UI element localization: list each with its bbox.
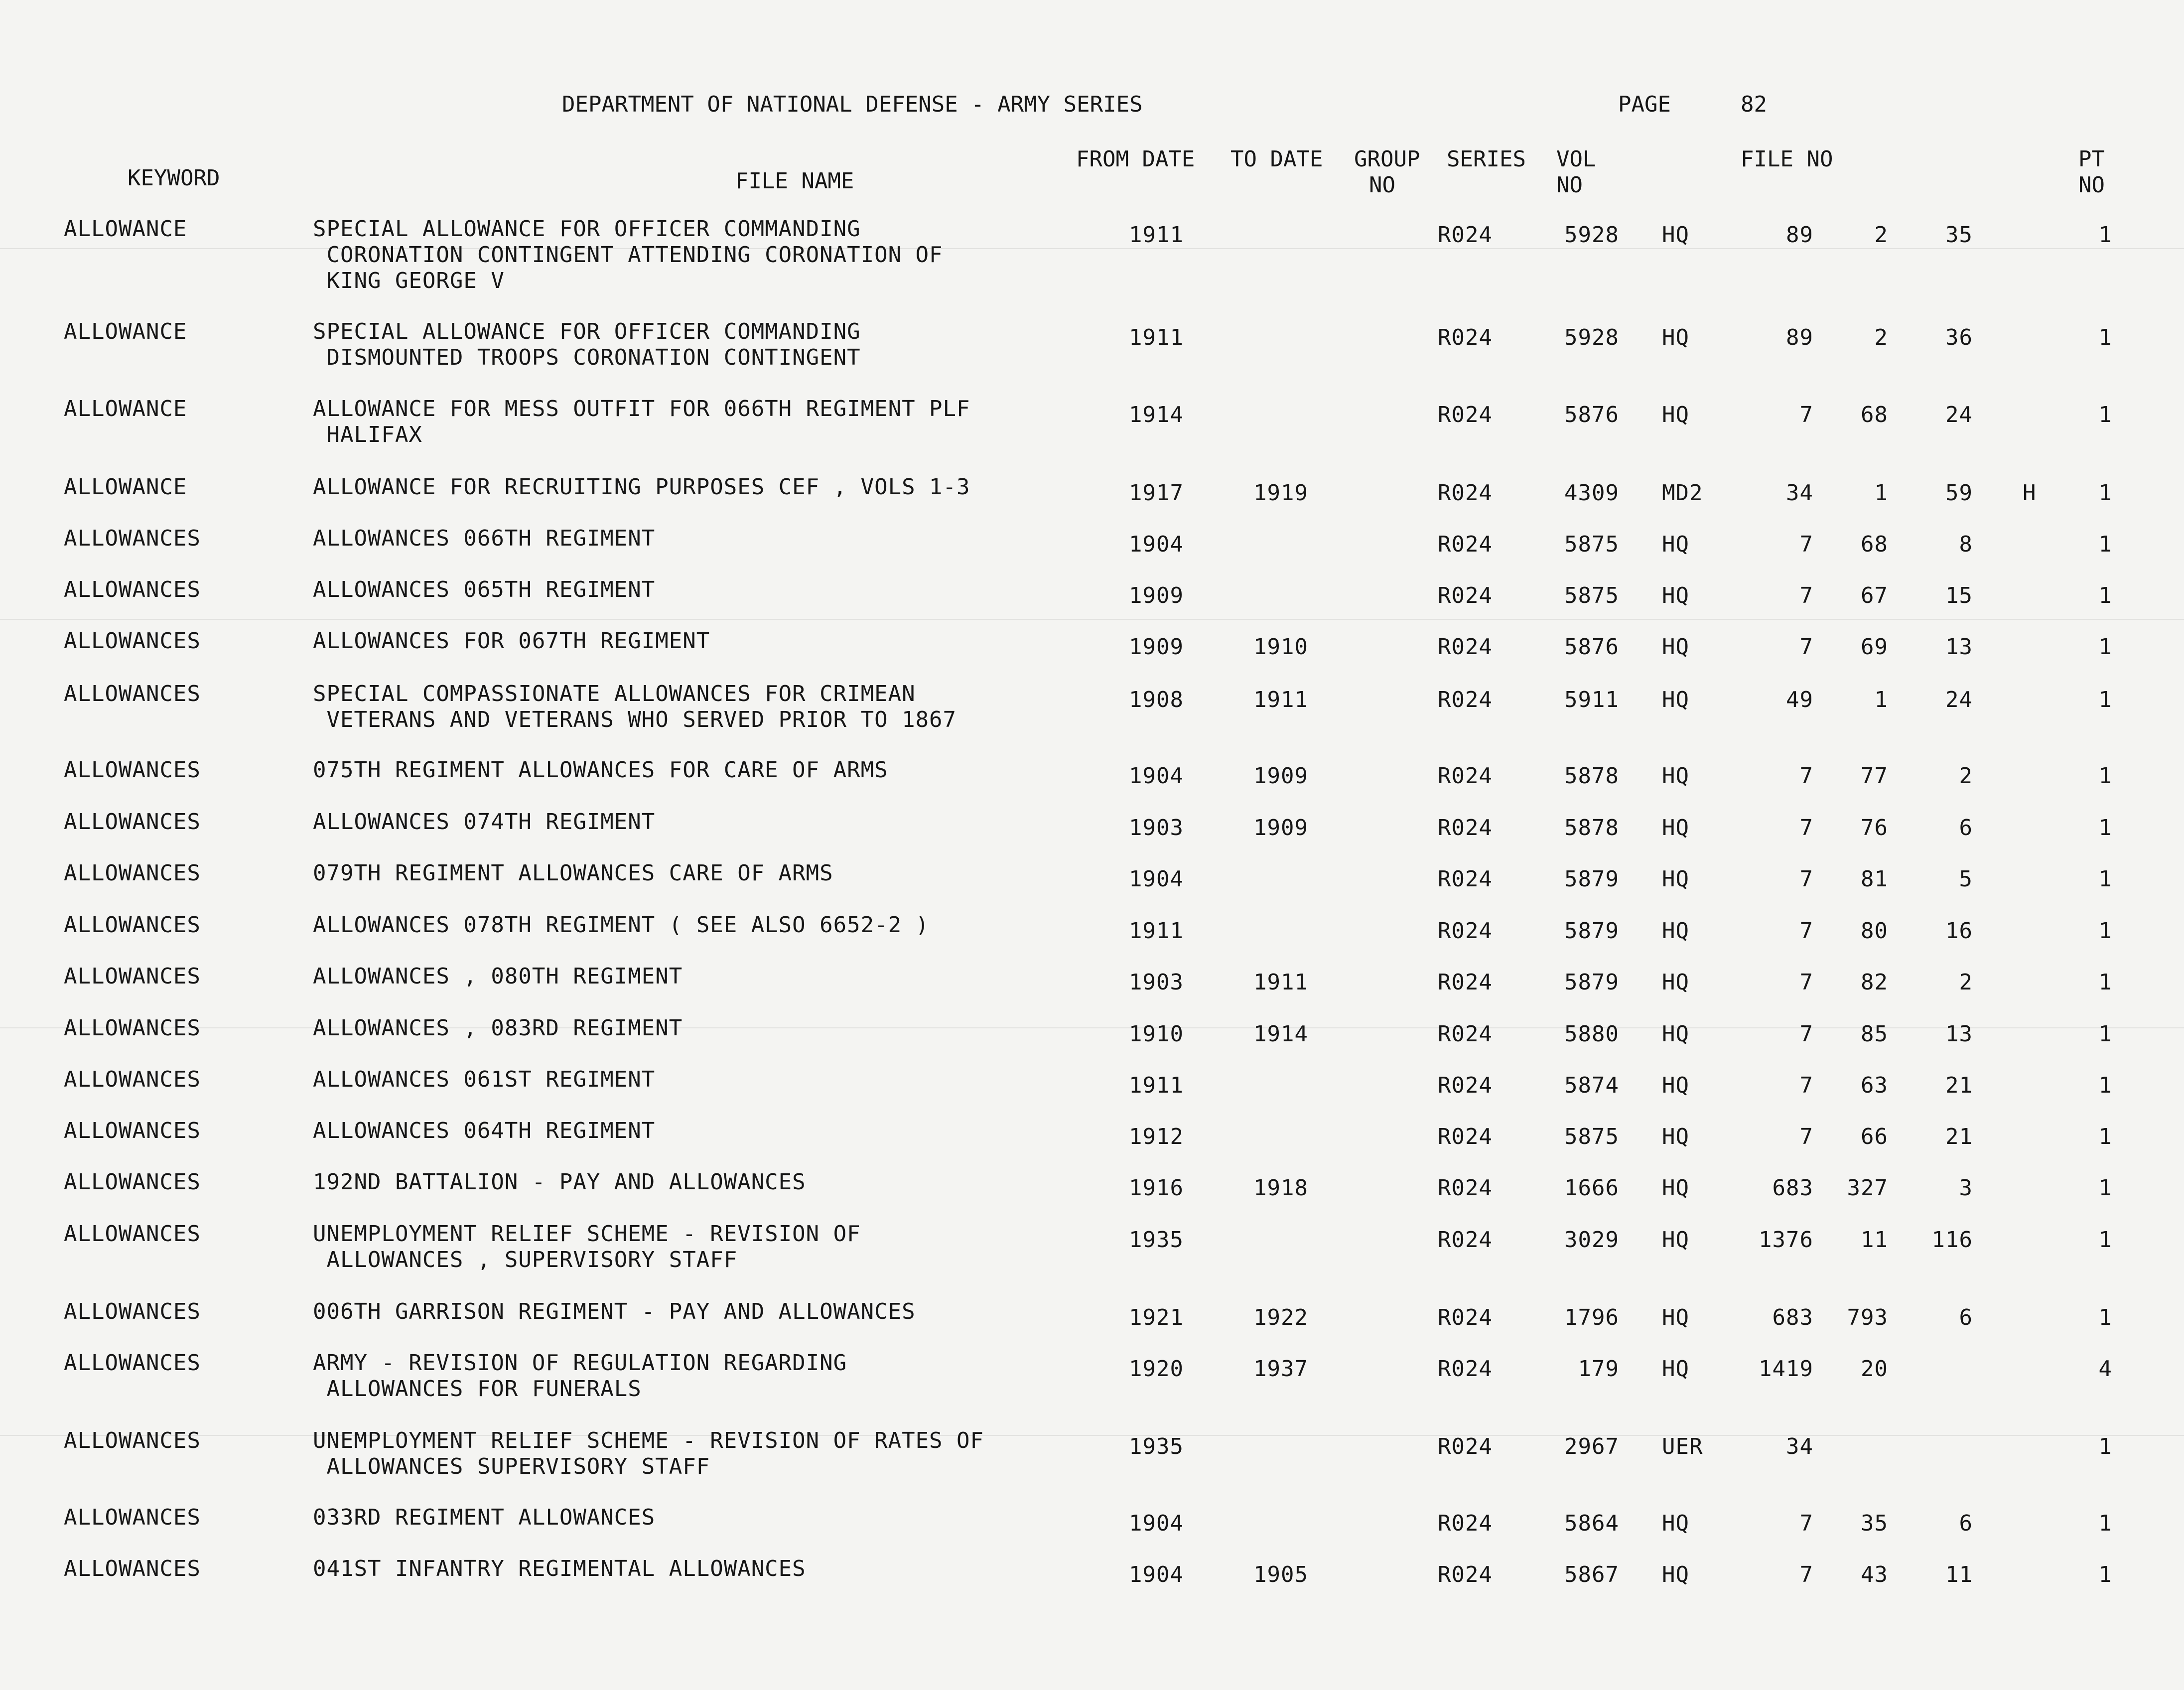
file-no-part-2-cell: 7 — [1799, 1124, 1813, 1149]
file-no-part-3-cell: 68 — [1861, 532, 1888, 557]
series-cell: R024 — [1438, 866, 1493, 892]
file-no-part-3-cell: 20 — [1861, 1356, 1888, 1382]
file-no-part-2-cell: 89 — [1786, 222, 1813, 248]
pt-no-cell: 1 — [2098, 1021, 2112, 1047]
file-no-part-2-cell: 7 — [1799, 1562, 1813, 1587]
file-no-part-4-cell: 21 — [1945, 1124, 1973, 1149]
file-name-line: ARMY - REVISION OF REGULATION REGARDING — [313, 1350, 847, 1376]
from-date-cell: 1911 — [1129, 918, 1184, 944]
from-date-cell: 1904 — [1129, 763, 1184, 789]
series-cell: R024 — [1438, 480, 1493, 506]
col-header-vol: VOL — [1556, 146, 1596, 172]
from-date-cell: 1935 — [1129, 1434, 1184, 1459]
file-no-part-4-cell: 3 — [1959, 1175, 1973, 1201]
file-no-prefix-cell: HQ — [1662, 1562, 1689, 1587]
keyword-cell: ALLOWANCES — [64, 1067, 201, 1092]
file-name-line: 006TH GARRISON REGIMENT - PAY AND ALLOWANCES — [313, 1299, 916, 1324]
file-no-part-2-cell: 7 — [1799, 634, 1813, 660]
file-no-prefix-cell: HQ — [1662, 1305, 1689, 1330]
file-no-prefix-cell: HQ — [1662, 1356, 1689, 1382]
file-no-part-2-cell: 7 — [1799, 815, 1813, 841]
to-date-cell: 1910 — [1253, 634, 1308, 660]
series-cell: R024 — [1438, 1356, 1493, 1382]
col-header-group-no: NO — [1369, 172, 1395, 198]
vol-no-cell: 5879 — [1564, 918, 1619, 944]
file-no-prefix-cell: HQ — [1662, 1021, 1689, 1047]
series-cell: R024 — [1438, 325, 1493, 350]
document-title: DEPARTMENT OF NATIONAL DEFENSE - ARMY SERIES — [562, 92, 1143, 117]
file-name-line: ALLOWANCES 074TH REGIMENT — [313, 809, 656, 835]
file-name-line: 075TH REGIMENT ALLOWANCES FOR CARE OF ARMS — [313, 757, 888, 783]
vol-no-cell: 3029 — [1564, 1227, 1619, 1253]
file-name-line: 033RD REGIMENT ALLOWANCES — [313, 1505, 656, 1530]
pt-no-cell: 1 — [2098, 480, 2112, 506]
file-no-part-3-cell: 11 — [1861, 1227, 1888, 1253]
file-no-part-3-cell: 82 — [1861, 970, 1888, 995]
col-header-from-date: FROM DATE — [1076, 146, 1195, 172]
file-no-part-4-cell: 13 — [1945, 634, 1973, 660]
vol-no-cell: 179 — [1578, 1356, 1619, 1382]
to-date-cell: 1919 — [1253, 480, 1308, 506]
vol-no-cell: 2967 — [1564, 1434, 1619, 1459]
pt-no-cell: 1 — [2098, 687, 2112, 712]
file-name-line: ALLOWANCES , 080TH REGIMENT — [313, 964, 683, 989]
pt-no-cell: 1 — [2098, 634, 2112, 660]
series-cell: R024 — [1438, 1021, 1493, 1047]
file-no-part-3-cell: 1 — [1874, 687, 1888, 712]
file-no-part-2-cell: 683 — [1772, 1175, 1813, 1201]
to-date-cell: 1937 — [1253, 1356, 1308, 1382]
to-date-cell: 1914 — [1253, 1021, 1308, 1047]
file-no-part-3-cell: 67 — [1861, 583, 1888, 608]
keyword-cell: ALLOWANCES — [64, 577, 201, 602]
file-no-part-4-cell: 21 — [1945, 1073, 1973, 1098]
series-cell: R024 — [1438, 970, 1493, 995]
vol-no-cell: 5880 — [1564, 1021, 1619, 1047]
file-name-line: ALLOWANCES FOR 067TH REGIMENT — [313, 628, 710, 654]
keyword-cell: ALLOWANCES — [64, 809, 201, 835]
col-header-file-name: FILE NAME — [735, 168, 854, 194]
series-cell: R024 — [1438, 1227, 1493, 1253]
file-no-part-4-cell: 116 — [1931, 1227, 1973, 1253]
file-name-line: ALLOWANCES 078TH REGIMENT ( SEE ALSO 6652-2 ) — [313, 912, 930, 938]
file-no-part-4-cell: 8 — [1959, 532, 1973, 557]
series-cell: R024 — [1438, 532, 1493, 557]
col-header-keyword: KEYWORD — [128, 165, 220, 191]
col-header-group: GROUP — [1354, 146, 1420, 172]
file-no-part-2-cell: 7 — [1799, 1073, 1813, 1098]
keyword-cell: ALLOWANCES — [64, 912, 201, 938]
series-cell: R024 — [1438, 815, 1493, 841]
file-no-part-2-cell: 7 — [1799, 1021, 1813, 1047]
file-no-part-2-cell: 7 — [1799, 583, 1813, 608]
from-date-cell: 1904 — [1129, 532, 1184, 557]
file-name-line: 041ST INFANTRY REGIMENTAL ALLOWANCES — [313, 1556, 806, 1581]
file-no-part-4-cell: 15 — [1945, 583, 1973, 608]
from-date-cell: 1904 — [1129, 866, 1184, 892]
to-date-cell: 1909 — [1253, 815, 1308, 841]
file-no-part-4-cell: 6 — [1959, 815, 1973, 841]
file-no-part-4-cell: 35 — [1945, 222, 1973, 248]
file-no-part-3-cell: 85 — [1861, 1021, 1888, 1047]
file-no-prefix-cell: HQ — [1662, 1073, 1689, 1098]
to-date-cell: 1922 — [1253, 1305, 1308, 1330]
pt-no-cell: 1 — [2098, 1175, 2112, 1201]
series-cell: R024 — [1438, 1305, 1493, 1330]
vol-no-cell: 5928 — [1564, 325, 1619, 350]
keyword-cell: ALLOWANCES — [64, 1118, 201, 1143]
file-name-line: SPECIAL ALLOWANCE FOR OFFICER COMMANDING — [313, 216, 861, 242]
file-no-prefix-cell: HQ — [1662, 1124, 1689, 1149]
vol-no-cell: 5875 — [1564, 583, 1619, 608]
pt-no-cell: 1 — [2098, 583, 2112, 608]
col-header-vol-no: NO — [1556, 172, 1583, 198]
file-no-prefix-cell: UER — [1662, 1434, 1703, 1459]
file-no-part-2-cell: 7 — [1799, 970, 1813, 995]
file-no-part-4-cell: 59 — [1945, 480, 1973, 506]
col-header-pt-no: NO — [2078, 172, 2105, 198]
keyword-cell: ALLOWANCES — [64, 1556, 201, 1581]
page-label: PAGE — [1618, 92, 1671, 117]
file-name-line: SPECIAL ALLOWANCE FOR OFFICER COMMANDING — [313, 319, 861, 344]
file-no-part-4-cell: 24 — [1945, 402, 1973, 427]
col-header-pt: PT — [2078, 146, 2105, 172]
pt-no-cell: 1 — [2098, 402, 2112, 427]
file-no-part-2-cell: 7 — [1799, 532, 1813, 557]
file-name-line: ALLOWANCES SUPERVISORY STAFF — [313, 1454, 710, 1479]
file-name-line: DISMOUNTED TROOPS CORONATION CONTINGENT — [313, 345, 861, 370]
from-date-cell: 1912 — [1129, 1124, 1184, 1149]
series-cell: R024 — [1438, 222, 1493, 248]
file-no-part-2-cell: 1376 — [1759, 1227, 1813, 1253]
col-header-to-date: TO DATE — [1230, 146, 1323, 172]
file-no-part-2-cell: 7 — [1799, 1511, 1813, 1536]
col-header-file-no: FILE NO — [1741, 146, 1833, 172]
file-no-part-3-cell: 80 — [1861, 918, 1888, 944]
file-no-prefix-cell: HQ — [1662, 634, 1689, 660]
file-name-line: ALLOWANCES , 083RD REGIMENT — [313, 1015, 683, 1041]
from-date-cell: 1909 — [1129, 583, 1184, 608]
file-no-prefix-cell: HQ — [1662, 763, 1689, 789]
page-number: 82 — [1741, 92, 1767, 117]
file-no-prefix-cell: HQ — [1662, 1227, 1689, 1253]
vol-no-cell: 5876 — [1564, 634, 1619, 660]
keyword-cell: ALLOWANCE — [64, 216, 187, 242]
pt-no-cell: 1 — [2098, 815, 2112, 841]
file-no-part-3-cell: 793 — [1847, 1305, 1888, 1330]
from-date-cell: 1921 — [1129, 1305, 1184, 1330]
file-name-line: ALLOWANCE FOR MESS OUTFIT FOR 066TH REGIMENT PLF — [313, 396, 970, 422]
file-no-prefix-cell: HQ — [1662, 583, 1689, 608]
file-no-part-3-cell: 2 — [1874, 325, 1888, 350]
file-no-part-2-cell: 49 — [1786, 687, 1813, 712]
from-date-cell: 1908 — [1129, 687, 1184, 712]
pt-no-cell: 1 — [2098, 532, 2112, 557]
from-date-cell: 1903 — [1129, 815, 1184, 841]
file-no-prefix-cell: HQ — [1662, 918, 1689, 944]
file-name-line: CORONATION CONTINGENT ATTENDING CORONATION OF — [313, 242, 943, 268]
keyword-cell: ALLOWANCE — [64, 396, 187, 422]
pt-no-cell: 4 — [2098, 1356, 2112, 1382]
file-no-prefix-cell: MD2 — [1662, 480, 1703, 506]
series-cell: R024 — [1438, 1511, 1493, 1536]
from-date-cell: 1904 — [1129, 1562, 1184, 1587]
file-no-part-3-cell: 63 — [1861, 1073, 1888, 1098]
file-no-suffix-cell: H — [2023, 480, 2037, 506]
file-no-part-4-cell: 6 — [1959, 1305, 1973, 1330]
series-cell: R024 — [1438, 1073, 1493, 1098]
file-name-line: ALLOWANCES 064TH REGIMENT — [313, 1118, 656, 1143]
series-cell: R024 — [1438, 634, 1493, 660]
file-no-prefix-cell: HQ — [1662, 687, 1689, 712]
scan-line — [0, 619, 2184, 620]
file-no-part-2-cell: 1419 — [1759, 1356, 1813, 1382]
file-no-prefix-cell: HQ — [1662, 325, 1689, 350]
file-name-line: UNEMPLOYMENT RELIEF SCHEME - REVISION OF RATES OF — [313, 1428, 984, 1453]
series-cell: R024 — [1438, 1175, 1493, 1201]
vol-no-cell: 5878 — [1564, 763, 1619, 789]
vol-no-cell: 5874 — [1564, 1073, 1619, 1098]
keyword-cell: ALLOWANCES — [64, 526, 201, 551]
to-date-cell: 1911 — [1253, 687, 1308, 712]
file-no-part-4-cell: 5 — [1959, 866, 1973, 892]
keyword-cell: ALLOWANCES — [64, 1505, 201, 1530]
pt-no-cell: 1 — [2098, 1124, 2112, 1149]
pt-no-cell: 1 — [2098, 325, 2112, 350]
keyword-cell: ALLOWANCES — [64, 1299, 201, 1324]
vol-no-cell: 5876 — [1564, 402, 1619, 427]
from-date-cell: 1910 — [1129, 1021, 1184, 1047]
keyword-cell: ALLOWANCES — [64, 1221, 201, 1247]
keyword-cell: ALLOWANCES — [64, 1428, 201, 1453]
series-cell: R024 — [1438, 918, 1493, 944]
file-no-part-3-cell: 69 — [1861, 634, 1888, 660]
pt-no-cell: 1 — [2098, 1305, 2112, 1330]
file-no-part-3-cell: 77 — [1861, 763, 1888, 789]
series-cell: R024 — [1438, 763, 1493, 789]
from-date-cell: 1916 — [1129, 1175, 1184, 1201]
to-date-cell: 1918 — [1253, 1175, 1308, 1201]
from-date-cell: 1903 — [1129, 970, 1184, 995]
file-no-part-4-cell: 2 — [1959, 970, 1973, 995]
file-no-part-3-cell: 35 — [1861, 1511, 1888, 1536]
vol-no-cell: 5867 — [1564, 1562, 1619, 1587]
to-date-cell: 1909 — [1253, 763, 1308, 789]
from-date-cell: 1909 — [1129, 634, 1184, 660]
from-date-cell: 1917 — [1129, 480, 1184, 506]
file-no-prefix-cell: HQ — [1662, 1175, 1689, 1201]
from-date-cell: 1904 — [1129, 1511, 1184, 1536]
keyword-cell: ALLOWANCES — [64, 757, 201, 783]
file-no-part-2-cell: 683 — [1772, 1305, 1813, 1330]
file-name-line: ALLOWANCE FOR RECRUITING PURPOSES CEF , VOLS 1-3 — [313, 474, 970, 500]
file-no-part-4-cell: 2 — [1959, 763, 1973, 789]
pt-no-cell: 1 — [2098, 1434, 2112, 1459]
series-cell: R024 — [1438, 1562, 1493, 1587]
file-no-part-4-cell: 11 — [1945, 1562, 1973, 1587]
file-no-part-4-cell: 36 — [1945, 325, 1973, 350]
file-name-line: 079TH REGIMENT ALLOWANCES CARE OF ARMS — [313, 860, 833, 886]
file-name-line: ALLOWANCES 065TH REGIMENT — [313, 577, 656, 602]
vol-no-cell: 5864 — [1564, 1511, 1619, 1536]
file-name-line: KING GEORGE V — [313, 268, 505, 293]
file-no-part-3-cell: 327 — [1847, 1175, 1888, 1201]
file-name-line: VETERANS AND VETERANS WHO SERVED PRIOR TO 1867 — [313, 707, 957, 732]
keyword-cell: ALLOWANCES — [64, 1350, 201, 1376]
file-no-part-2-cell: 89 — [1786, 325, 1813, 350]
file-no-prefix-cell: HQ — [1662, 402, 1689, 427]
pt-no-cell: 1 — [2098, 918, 2112, 944]
vol-no-cell: 5875 — [1564, 1124, 1619, 1149]
file-no-prefix-cell: HQ — [1662, 815, 1689, 841]
file-name-line: 192ND BATTALION - PAY AND ALLOWANCES — [313, 1169, 806, 1195]
pt-no-cell: 1 — [2098, 1511, 2112, 1536]
pt-no-cell: 1 — [2098, 763, 2112, 789]
file-no-prefix-cell: HQ — [1662, 970, 1689, 995]
file-no-part-3-cell: 68 — [1861, 402, 1888, 427]
keyword-cell: ALLOWANCES — [64, 964, 201, 989]
from-date-cell: 1911 — [1129, 1073, 1184, 1098]
file-no-prefix-cell: HQ — [1662, 532, 1689, 557]
vol-no-cell: 5878 — [1564, 815, 1619, 841]
file-name-line: HALIFAX — [313, 422, 422, 447]
file-no-prefix-cell: HQ — [1662, 1511, 1689, 1536]
to-date-cell: 1911 — [1253, 970, 1308, 995]
file-no-part-3-cell: 1 — [1874, 480, 1888, 506]
pt-no-cell: 1 — [2098, 970, 2112, 995]
vol-no-cell: 1666 — [1564, 1175, 1619, 1201]
vol-no-cell: 5928 — [1564, 222, 1619, 248]
file-name-line: SPECIAL COMPASSIONATE ALLOWANCES FOR CRIMEAN — [313, 681, 916, 706]
from-date-cell: 1935 — [1129, 1227, 1184, 1253]
pt-no-cell: 1 — [2098, 222, 2112, 248]
series-cell: R024 — [1438, 583, 1493, 608]
keyword-cell: ALLOWANCES — [64, 628, 201, 654]
file-no-part-4-cell: 13 — [1945, 1021, 1973, 1047]
series-cell: R024 — [1438, 402, 1493, 427]
file-name-line: UNEMPLOYMENT RELIEF SCHEME - REVISION OF — [313, 1221, 861, 1247]
file-no-part-2-cell: 7 — [1799, 402, 1813, 427]
keyword-cell: ALLOWANCES — [64, 1015, 201, 1041]
keyword-cell: ALLOWANCES — [64, 681, 201, 706]
vol-no-cell: 5879 — [1564, 970, 1619, 995]
from-date-cell: 1914 — [1129, 402, 1184, 427]
keyword-cell: ALLOWANCES — [64, 860, 201, 886]
vol-no-cell: 5911 — [1564, 687, 1619, 712]
series-cell: R024 — [1438, 1434, 1493, 1459]
file-name-line: ALLOWANCES 066TH REGIMENT — [313, 526, 656, 551]
file-name-line: ALLOWANCES 061ST REGIMENT — [313, 1067, 656, 1092]
vol-no-cell: 5879 — [1564, 866, 1619, 892]
file-no-part-2-cell: 7 — [1799, 918, 1813, 944]
pt-no-cell: 1 — [2098, 1073, 2112, 1098]
to-date-cell: 1905 — [1253, 1562, 1308, 1587]
file-no-part-4-cell: 24 — [1945, 687, 1973, 712]
vol-no-cell: 1796 — [1564, 1305, 1619, 1330]
pt-no-cell: 1 — [2098, 1562, 2112, 1587]
keyword-cell: ALLOWANCE — [64, 319, 187, 344]
file-no-part-2-cell: 7 — [1799, 866, 1813, 892]
file-no-part-3-cell: 66 — [1861, 1124, 1888, 1149]
pt-no-cell: 1 — [2098, 1227, 2112, 1253]
file-no-part-3-cell: 2 — [1874, 222, 1888, 248]
file-no-part-2-cell: 34 — [1786, 1434, 1813, 1459]
series-cell: R024 — [1438, 1124, 1493, 1149]
file-no-part-2-cell: 34 — [1786, 480, 1813, 506]
file-no-part-2-cell: 7 — [1799, 763, 1813, 789]
file-name-line: ALLOWANCES , SUPERVISORY STAFF — [313, 1247, 738, 1272]
vol-no-cell: 5875 — [1564, 532, 1619, 557]
from-date-cell: 1911 — [1129, 222, 1184, 248]
from-date-cell: 1920 — [1129, 1356, 1184, 1382]
file-name-line: ALLOWANCES FOR FUNERALS — [313, 1376, 642, 1402]
file-no-part-3-cell: 76 — [1861, 815, 1888, 841]
file-no-part-4-cell: 6 — [1959, 1511, 1973, 1536]
keyword-cell: ALLOWANCES — [64, 1169, 201, 1195]
file-no-part-3-cell: 43 — [1861, 1562, 1888, 1587]
file-no-prefix-cell: HQ — [1662, 222, 1689, 248]
keyword-cell: ALLOWANCE — [64, 474, 187, 500]
pt-no-cell: 1 — [2098, 866, 2112, 892]
file-no-prefix-cell: HQ — [1662, 866, 1689, 892]
file-no-part-4-cell: 16 — [1945, 918, 1973, 944]
from-date-cell: 1911 — [1129, 325, 1184, 350]
col-header-series: SERIES — [1447, 146, 1526, 172]
file-no-part-3-cell: 81 — [1861, 866, 1888, 892]
vol-no-cell: 4309 — [1564, 480, 1619, 506]
series-cell: R024 — [1438, 687, 1493, 712]
